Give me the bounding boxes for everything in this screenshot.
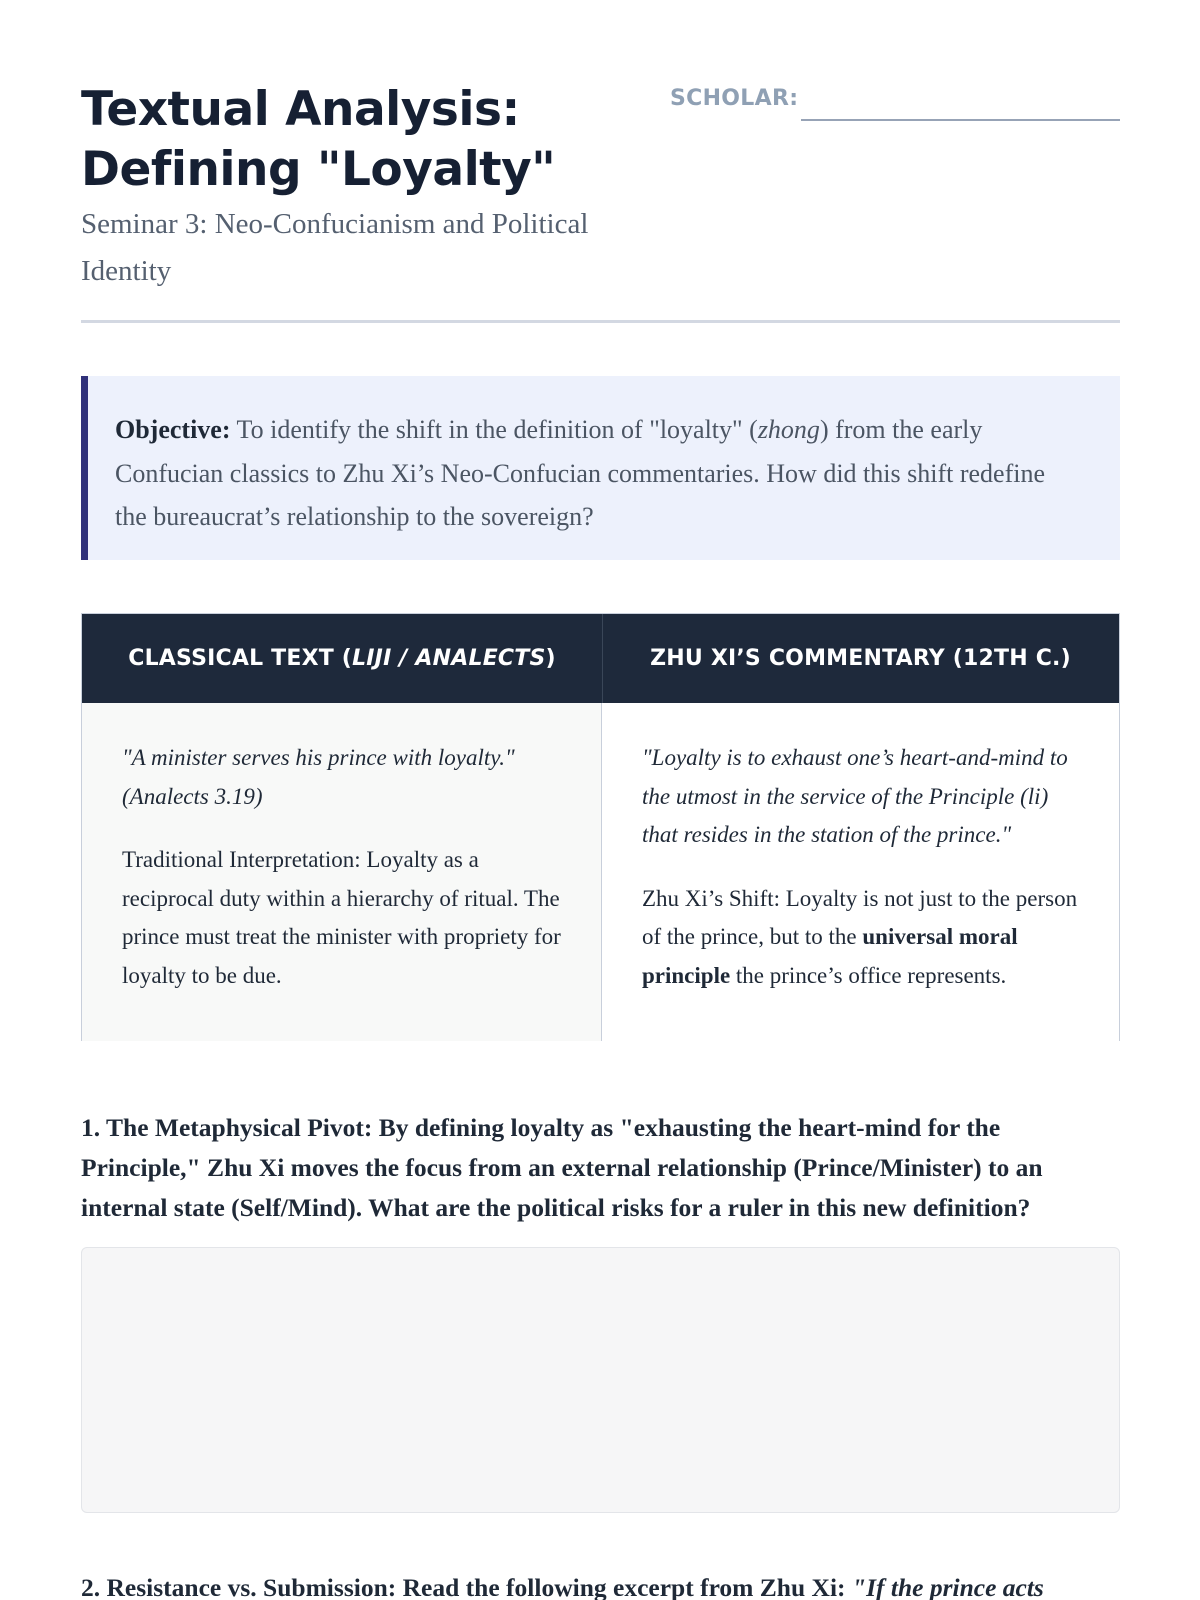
- question-2-prefix: 2. Resistance vs. Submission: Read the following excerpt from Zhu Xi:: [81, 1573, 852, 1600]
- shift-text-before: Zhu Xi’s Shift: Loyalty is not just to the person of the prince, but to the: [642, 885, 1078, 949]
- shift-emphasis: universal moral principle: [642, 924, 1018, 988]
- objective-text-after: ) from the early Confucian classics to Zhu Xi’s Neo-Confucian commentaries. How did this shift redefine the bureaucrat’s relationship to the sovereign?: [115, 415, 1046, 531]
- question-1-answer-box[interactable]: [81, 1247, 1120, 1513]
- traditional-interpretation: Traditional Interpretation: Loyalty as a reciprocal duty within a hierarchy of ritual. The prince must treat the minister with propriety for loyalty to be due.: [122, 847, 561, 988]
- classical-quote: "A minister serves his prince with loyalty." (Analects 3.19): [122, 745, 515, 809]
- scholar-label: SCHOLAR:: [670, 86, 799, 111]
- question-2: [81, 1568, 1120, 1600]
- objective-callout: [81, 376, 1120, 560]
- title-line-2: Defining "Loyalty": [81, 142, 556, 197]
- classical-text-cell: [82, 703, 602, 1041]
- zhu-xi-quote: "Loyalty is to exhaust one’s heart-and-mind to the utmost in the service of the Principle (li) that resides in the station of the prince.": [642, 745, 1068, 847]
- classical-text-header: [82, 614, 602, 703]
- worksheet-header: [81, 0, 1120, 324]
- question-2-quote: "If the prince acts: [851, 1573, 1044, 1600]
- header-divider: [81, 320, 1120, 323]
- classical-header-prefix: CLASSICAL TEXT (: [128, 646, 353, 671]
- shift-text-after: the prince’s office represents.: [730, 962, 1007, 988]
- comparison-table-header: [82, 614, 1119, 703]
- page-subtitle: Seminar 3: Neo-Confucianism and Political Identity: [81, 208, 589, 287]
- classical-header-sources: LIJI / ANALECTS: [352, 646, 546, 671]
- objective-text-before: To identify the shift in the definition of "loyalty" (: [230, 415, 758, 444]
- classical-header-suffix: ): [545, 646, 556, 671]
- page-title: [81, 80, 641, 200]
- objective-term: zhong: [757, 415, 820, 444]
- title-line-1: Textual Analysis:: [81, 82, 520, 137]
- zhu-xi-shift: [642, 880, 1081, 996]
- objective-label: Objective:: [115, 415, 231, 444]
- scholar-name-field[interactable]: [801, 119, 1120, 121]
- question-1: 1. The Metaphysical Pivot: By defining loyalty as "exhausting the heart-mind for the Principle," Zhu Xi moves the focus from an external relationship (Prince/Minister) to an internal state (Self/Mind). What are the political risks for a ruler in this new definition?: [81, 1113, 1043, 1222]
- comparison-table: [81, 613, 1120, 1041]
- worksheet-page: [81, 0, 1120, 1600]
- commentary-cell: [602, 703, 1119, 1041]
- commentary-header: ZHU XI’S COMMENTARY (12TH C.): [650, 646, 1071, 671]
